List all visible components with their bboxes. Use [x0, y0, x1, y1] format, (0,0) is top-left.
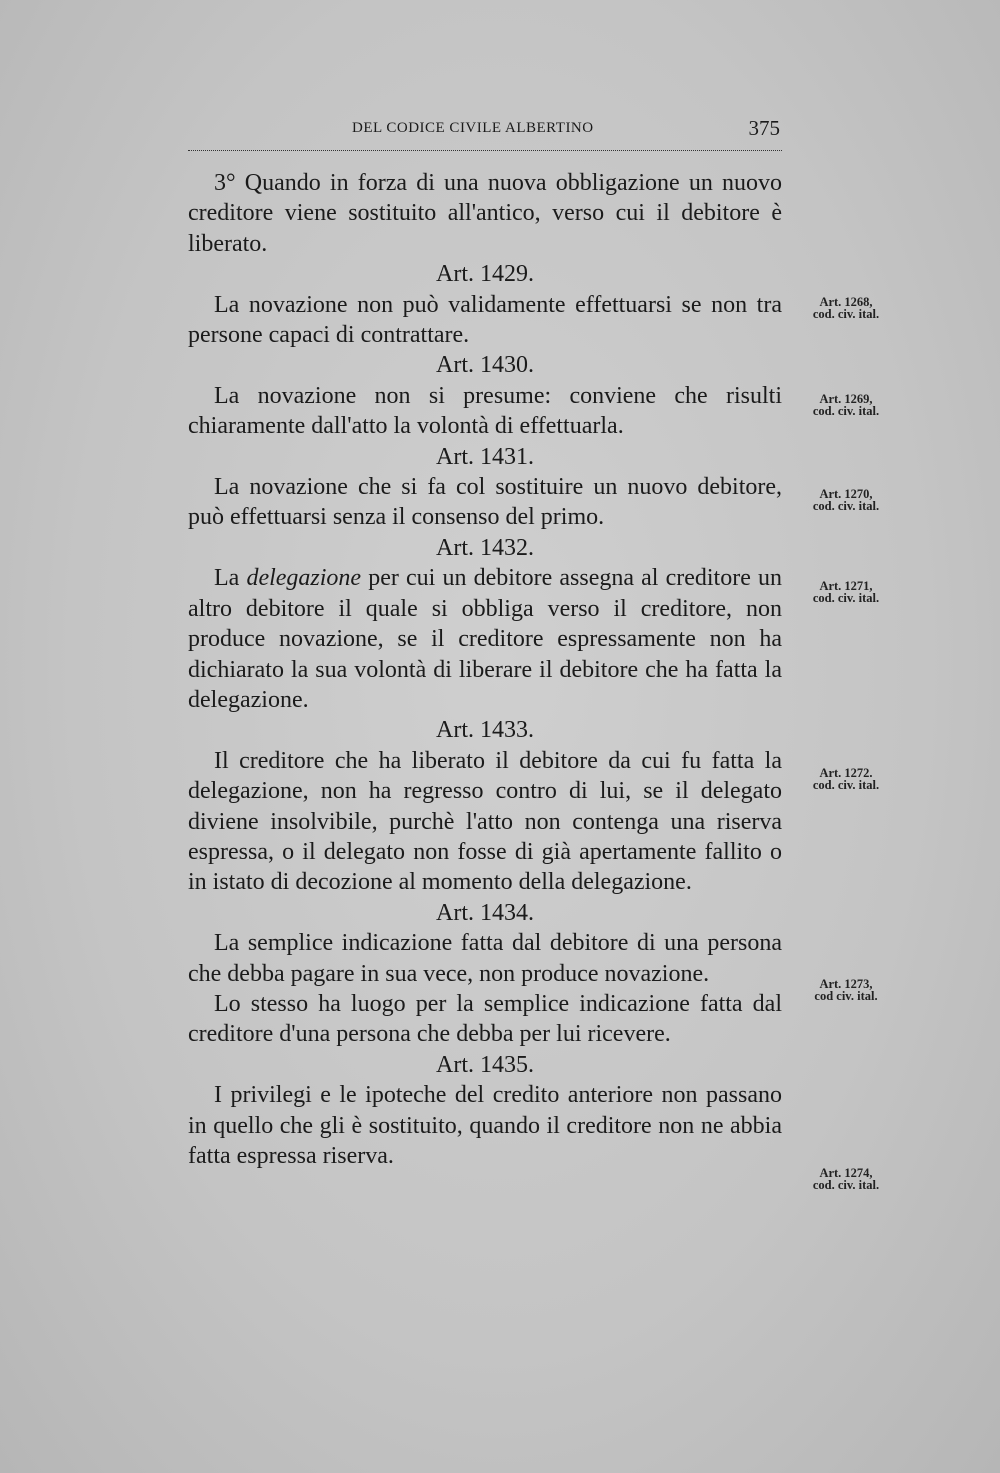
- intro-paragraph: 3° Quando in forza di una nuova obbligazione un nuovo creditore viene sostituito all'antico, verso cui il debitore è liberato.: [188, 170, 782, 257]
- margin-note-line: Art. 1270,: [819, 487, 873, 501]
- margin-note-1268: [800, 296, 892, 320]
- margin-note-line: Art. 1272.: [819, 766, 873, 780]
- article-text-1433: Il creditore che ha liberato il debitore da cui fu fatta la delegazione, non ha regresso contro di lui, se il delegato diviene insolvibile, purchè l'atto non contenga una riserva espressa, o il delegato non fosse di già apertamente fallito o in istato di decozione al momento della delegazione.: [188, 747, 782, 896]
- article-text-1434: La semplice indicazione fatta dal debitore di una persona che debba pagare in sua vece, non produce novazione.: [188, 930, 782, 987]
- body-text: [188, 168, 782, 1171]
- article-text-1435: I privilegi e le ipoteche del credito anteriore non passano in quello che gli è sostituito, quando il creditore non ne abbia fatta espressa riserva.: [188, 1082, 782, 1169]
- article-text-1430: La novazione non si presume: conviene che risulti chiaramente dall'atto la volontà di effettuarla.: [188, 382, 782, 440]
- article-heading-1430: Art. 1430.: [436, 352, 534, 379]
- page-header: [188, 116, 782, 151]
- margin-note-line: cod. civ. ital.: [812, 404, 880, 418]
- article-text-1432-pre: La: [214, 565, 247, 592]
- page-number: 375: [748, 116, 780, 140]
- article-text-1429: La novazione non può validamente effettuarsi se non tra persone capaci di contrattare.: [188, 291, 782, 349]
- margin-note-1274: [800, 1167, 892, 1191]
- article-text-1432: [188, 563, 782, 715]
- margin-note-line: cod. civ. ital.: [812, 591, 880, 605]
- article-text-1434-second: Lo stesso ha luogo per la semplice indicazione fatta dal creditore d'una persona che debba per lui ricevere.: [188, 990, 782, 1048]
- margin-note-line: cod. civ. ital.: [812, 499, 880, 513]
- margin-note-1270: [800, 488, 892, 512]
- margin-note-line: Art. 1271,: [819, 579, 873, 593]
- article-text-1432-post: per cui un debitore assegna al creditore un altro debitore il quale si obbliga verso il creditore, non produce novazione, se il creditore espressamente non ha dichiarato la sua volontà di liberare il debitore che ha fatta la delegazione.: [188, 565, 782, 713]
- margin-note-line: Art. 1268,: [819, 295, 873, 309]
- article-heading-1429: Art. 1429.: [436, 261, 534, 288]
- margin-note-line: Art. 1273,: [819, 977, 873, 991]
- article-heading-1434: Art. 1434.: [436, 899, 534, 926]
- margin-note-1271: [800, 580, 892, 604]
- margin-note-1269: [800, 393, 892, 417]
- delegazione-term: delegazione: [246, 565, 362, 592]
- margin-note-1272: [800, 767, 892, 791]
- article-heading-1435: Art. 1435.: [436, 1051, 534, 1078]
- margin-note-line: Art. 1274,: [819, 1166, 873, 1180]
- margin-note-line: Art. 1269,: [819, 392, 873, 406]
- article-text-1431: La novazione che si fa col sostituire un nuovo debitore, può effettuarsi senza il consenso del primo.: [188, 474, 782, 531]
- margin-note-line: cod. civ. ital.: [812, 1178, 880, 1192]
- margin-note-line: cod. civ. ital.: [812, 307, 880, 321]
- article-heading-1431: Art. 1431.: [436, 443, 534, 470]
- margin-note-line: cod civ. ital.: [814, 989, 878, 1003]
- running-title: DEL CODICE CIVILE ALBERTINO: [352, 120, 594, 136]
- article-heading-1432: Art. 1432.: [436, 534, 534, 561]
- article-heading-1433: Art. 1433.: [436, 717, 534, 744]
- margin-note-1273: [800, 978, 892, 1002]
- margin-note-line: cod. civ. ital.: [812, 778, 880, 792]
